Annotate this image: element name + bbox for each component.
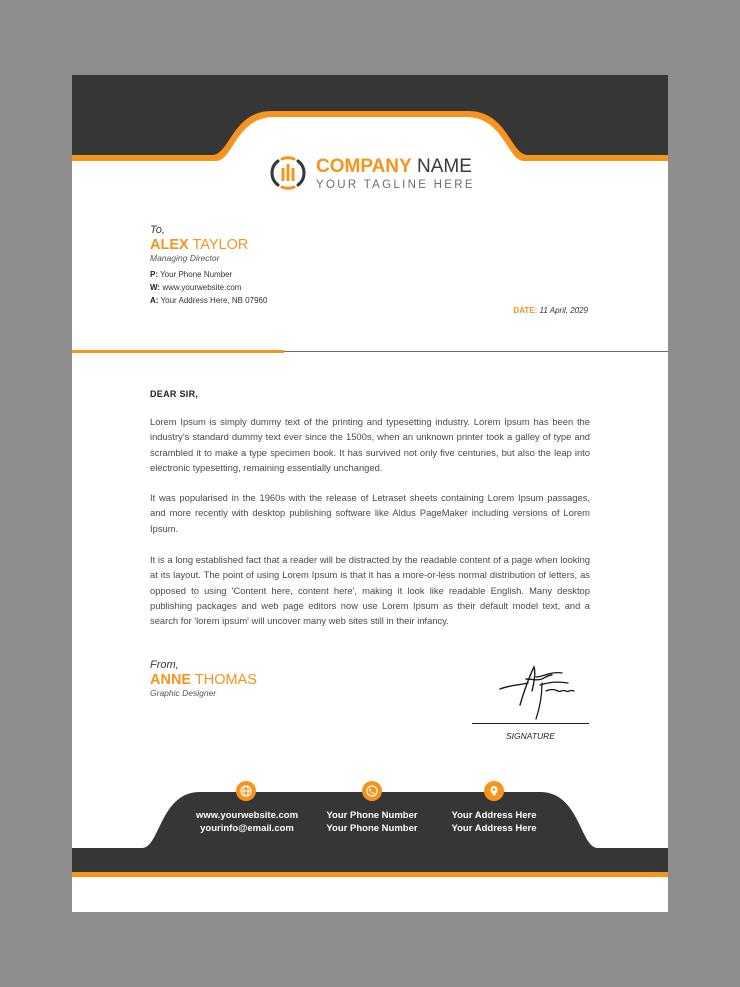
date-value: 11 April, 2029: [539, 306, 588, 315]
address-value: Your Address Here, NB 07960: [160, 296, 268, 305]
footer-accent-line: [72, 872, 668, 877]
sender-first-name: ANNE: [150, 672, 192, 688]
company-tagline: YOUR TAGLINE HERE: [316, 179, 475, 191]
recipient-address: [150, 296, 267, 305]
signature-line: [472, 723, 589, 724]
phone-icon: [362, 781, 382, 801]
body-paragraph-3: It is a long established fact that a reader will be distracted by the readable content of a page when looking at its layout. The point of using Lorem Ipsum is that it has a more-or-less normal distribution of letters, as opposed to using 'Content here, content here', making it look like readable English. Many desktop publishing packages and web page editors now use Lorem Ipsum as their default model text, and a search for 'lorem ipsum' will uncover many web sites still in their infancy.: [150, 554, 590, 627]
company-name-bold: COMPANY: [316, 156, 412, 177]
footer-phones: [307, 809, 437, 835]
date-label: DATE:: [513, 306, 538, 315]
website-value: www.yourwebsite.com: [162, 283, 242, 292]
signature-graphic: [496, 661, 580, 723]
divider-line: [284, 351, 668, 352]
globe-icon: [236, 781, 256, 801]
footer-web-email: [182, 809, 312, 835]
to-label: To,: [150, 224, 165, 236]
signature-label: SIGNATURE: [506, 731, 555, 741]
recipient-website: [150, 283, 241, 292]
footer-address-1: Your Address Here: [451, 810, 537, 821]
letterhead-page: [72, 75, 668, 912]
footer-phone-2: Your Phone Number: [326, 823, 418, 834]
recipient-name: [150, 237, 248, 253]
recipient-phone: [150, 270, 232, 279]
phone-label: P:: [150, 270, 158, 279]
company-block: [316, 157, 496, 191]
company-logo-icon: [270, 155, 306, 191]
address-label: A:: [150, 296, 159, 305]
phone-value: Your Phone Number: [160, 270, 233, 279]
recipient-last-name: TAYLOR: [192, 237, 249, 253]
footer-email: yourinfo@email.com: [200, 823, 294, 834]
from-label: From,: [150, 659, 179, 671]
location-pin-icon: [484, 781, 504, 801]
salutation: DEAR SIR,: [150, 389, 199, 399]
letter-date: [513, 306, 588, 315]
company-name: [316, 157, 496, 177]
company-name-rest: NAME: [417, 156, 472, 177]
body-paragraph-1: Lorem Ipsum is simply dummy text of the printing and typesetting industry. Lorem Ipsum has been the industry's standard dummy text ever since the 1500s, when an unknown printer took a galley of type and scrambled it to make a type specimen book. It has survived not only five centuries, but also the leap into electronic typesetting, remaining essentially unchanged.: [150, 416, 590, 473]
footer-website: www.yourwebsite.com: [195, 810, 299, 821]
footer-phone-1: Your Phone Number: [326, 810, 418, 821]
divider-accent: [72, 350, 284, 353]
sender-title: Graphic Designer: [150, 688, 217, 698]
body-paragraph-2: It was popularised in the 1960s with the release of Letraset sheets containing Lorem Ipsum passages, and more recently with desktop publishing software like Aldus PageMaker including versions of Lorem Ipsum.: [150, 492, 590, 534]
recipient-first-name: ALEX: [150, 237, 189, 253]
recipient-title: Managing Director: [150, 253, 220, 263]
sender-name: [150, 672, 257, 688]
footer-addresses: [429, 809, 559, 835]
sender-last-name: THOMAS: [194, 672, 257, 688]
website-label: W:: [150, 283, 161, 292]
footer-address-2: Your Address Here: [451, 823, 537, 834]
